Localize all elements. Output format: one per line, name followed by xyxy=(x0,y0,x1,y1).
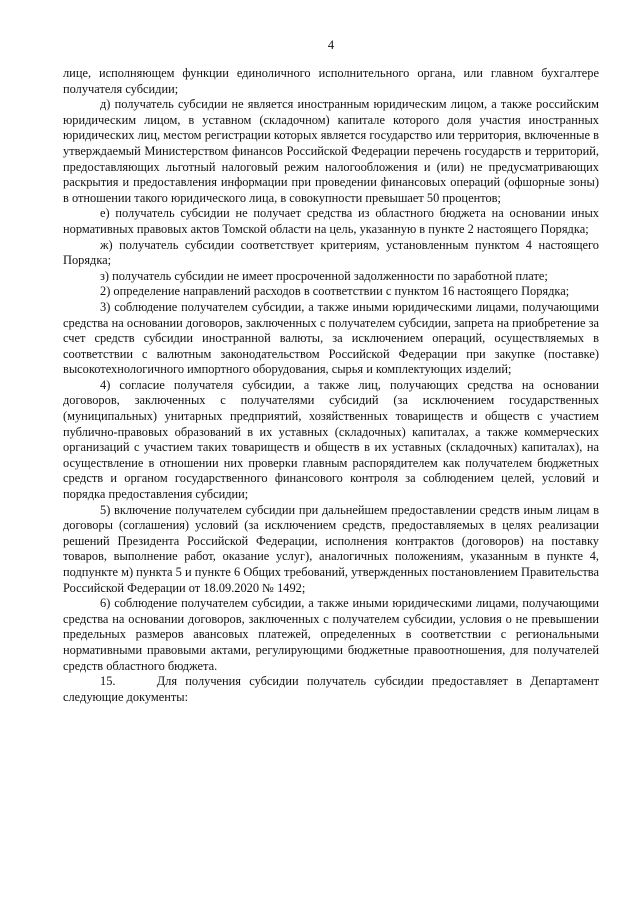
page-number: 4 xyxy=(327,38,335,52)
paragraph-item-d: д) получатель субсидии не является иностранным юридическим лицом, а также российским юридическим лицом, в уставном (складочном) капитале которого доля участия иностранных юридических лиц, местом регистрации которых является государство или территория, включенные в утверждаемый Министерством финансов Российской Федерации перечень государств и территорий, предоставляющих льготный налоговый режим налогообложения и (или) не предусматривающих раскрытия и предоставления информации при проведении финансовых операций (офшорные зоны) в отношении такого юридического лица, в совокупности превышает 50 процентов; xyxy=(63,97,599,205)
paragraph-item-zh: ж) получатель субсидии соответствует критериям, установленным пунктом 4 настоящего Порядка; xyxy=(63,237,599,268)
paragraph-item-e: е) получатель субсидии не получает средства из областного бюджета на основании иных нормативных правовых актов Томской области на цель, указанную в пункте 2 настоящего Порядка; xyxy=(63,206,599,236)
paragraph-section-15: 15. Для получения субсидии получатель субсидии предоставляет в Департамент следующие документы: xyxy=(63,674,599,704)
paragraph-item-z: з) получатель субсидии не имеет просроченной задолженности по заработной плате; xyxy=(100,268,548,283)
paragraph-item-4: 4) согласие получателя субсидии, а также лиц, получающих средства на основании договоров, заключенных с получателями субсидий (за исключением государственных (муниципальных) унитарных предприятий, хозяйственных товариществ и обществ с участием публично-правовых образований в их уставных (складочных) капиталах, а также коммерческих организаций с участием таких товариществ и обществ в их уставных (складочных) капиталах), на осуществление в отношении них проверки главным распорядителем как получателем бюджетных средств и органом государственного финансового контроля за соблюдением целей, условий и порядка предоставления субсидии; xyxy=(63,377,599,502)
paragraph-item-2: 2) определение направлений расходов в соответствии с пунктом 16 настоящего Порядка; xyxy=(100,284,570,299)
paragraph-continuation: лице, исполняющем функции единоличного исполнительного органа, или главном бухгалтере получателя субсидии; xyxy=(63,66,599,96)
paragraph-item-5: 5) включение получателем субсидии при дальнейшем предоставлении средств иным лицам в договоры (соглашения) условий (за исключением средств, предоставляемых в целях реализации решений Президента Российской Федерации, исполнения контрактов (договоров) на поставку товаров, выполнение работ, оказание услуг), аналогичных положениям, указанным в пункте 4, подпункте м) пункта 5 и пункте 6 Общих требований, утвержденных постановлением Правительства Российской Федерации от 18.09.2020 № 1492; xyxy=(63,502,599,595)
paragraph-item-3: 3) соблюдение получателем субсидии, а также иными юридическими лицами, получающими средства на основании договоров, заключенных с получателем субсидии, запрета на приобретение за счет средств субсидии иностранной валюты, за исключением операций, осуществляемых в соответствии с валютным законодательством Российской Федерации при закупке (поставке) высокотехнологичного импортного оборудования, сырья и комплектующих изделий; xyxy=(63,299,599,377)
paragraph-item-6: 6) соблюдение получателем субсидии, а также иными юридическими лицами, получающими средства на основании договоров, заключенных с получателем субсидии, условия о не превышении предельных размеров авансовых платежей, определенных в соответствии с региональными нормативными правовыми актами, регулирующими бюджетные правоотношения, для получателей средств областного бюджета. xyxy=(63,596,599,673)
